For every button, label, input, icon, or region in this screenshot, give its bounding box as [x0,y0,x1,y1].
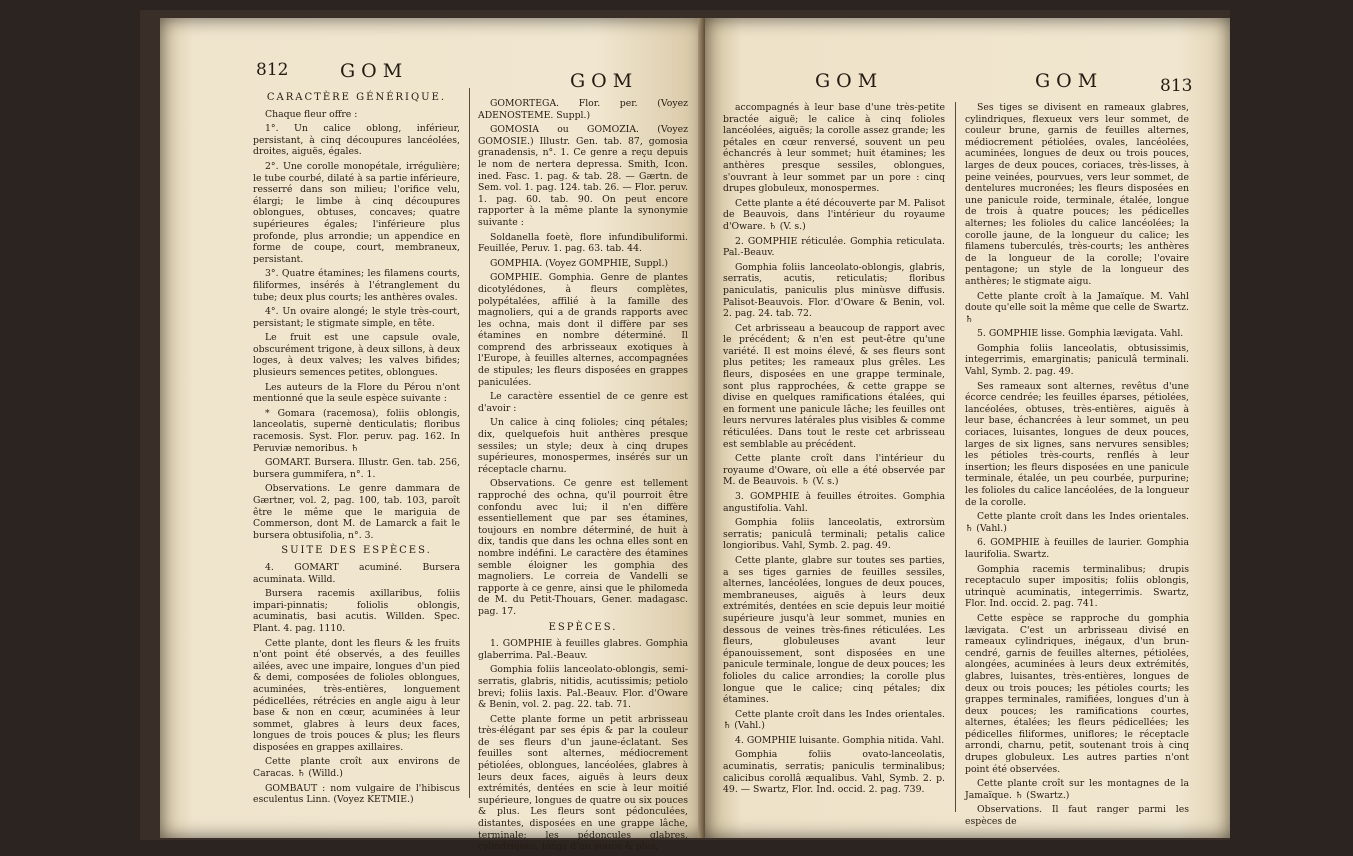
paragraph: Soldanella foetè, flore infundibuliformi. Feuillée, Peruv. 1. pag. 63. tab. 44. [478,231,688,255]
text-column [253,88,460,809]
paragraph: 6. GOMPHIE à feuilles de laurier. Gomphia laurifolia. Swartz. [965,537,1189,560]
paragraph: GOMBAUT : nom vulgaire de l'hibiscus esculentus Linn. (Voyez KETMIE.) [253,782,460,806]
paragraph: Cette plante croît sur les montagnes de la Jamaïque. ♄ (Swartz.) [965,778,1189,801]
paragraph: Les auteurs de la Flore du Pérou n'ont mentionné que la seule espèce suivante : [253,381,460,405]
column-rule [469,88,470,798]
section-heading: ESPÈCES. [548,621,618,633]
paragraph: Le fruit est une capsule ovale, obscurément trigone, à deux sillons, à deux loges, à deux valves; les valves bifides; plusieurs semences petites, oblongues. [253,332,460,379]
paragraph: 2°. Une corolle monopétale, irrégulière; le tube courbé, dilaté à sa partie inférieure, resserré dans son milieu; l'orifice velu, élargi; le limbe à cinq découpures oblongues, obtuses, concaves; quatre supérieures égales; l'inférieure plus profonde, plus arrondie; un appendice en forme de coupe, court, membraneux, persistant. [253,160,460,265]
paragraph: * Gomara (racemosa), foliis oblongis, lanceolatis, supernè denticulatis; floribus racemosis. Syst. Flor. peruv. pag. 162. In Peruviæ nemoribus. ♄ [253,407,460,454]
paragraph: 3°. Quatre étamines; les filamens courts, filiformes, insérés à l'étranglement du tube; deux plus courts; les anthères ovales. [253,268,460,303]
paragraph: GOMPHIA. (Voyez GOMPHIE, Suppl.) [490,257,669,269]
paragraph: Cette plante croît dans l'intérieur du royaume d'Oware, où elle a été observée par M. de Beauvois. ♄ (V. s.) [723,453,945,488]
paragraph: Ses tiges se divisent en rameaux glabres, cylindriques, flexueux vers leur sommet, de couleur brune, garnis de feuilles alternes, médiocrement pétiolées, ovales, lancéolées, acuminées, longues de deux ou trois pouces, larges de deux pouces, coriaces, très-lisses, à peine veinées, pourvues, vers leur sommet, de dentelures mucronées; les fleurs disposées en une panicule roide, terminale, étalée, longue de trois à quatre pouces; les pédicelles alternes; les folioles du calice lancéolées; la corolle jaune, de la longueur du calice; les filamens tuberculés, très-courts; les anthères de la longueur de la corolle; l'ovaire pentagone; un style de la longueur des anthères; le stigmate aigu. [965,102,1189,287]
text-column [478,98,688,856]
paragraph: 4. GOMART acuminé. Bursera acuminata. Willd. [253,561,460,585]
section-heading: SUITE DES ESPÈCES. [281,545,432,557]
page-number: 813 [1160,76,1193,96]
paragraph: Cette plante croît dans les Indes orientales. ♄ (Vahl.) [723,708,945,732]
paragraph: Le caractère essentiel de ce genre est d'avoir : [478,391,688,414]
paragraph: GOMART. Bursera. Illustr. Gen. tab. 256, bursera gummifera, n°. 1. [253,457,460,480]
left-page [160,18,705,853]
column-rule [955,102,956,812]
paragraph: Cette plante forme un petit arbrisseau très-élégant par ses épis & par la couleur de ses fleurs d'un jaune-éclatant. Ses feuilles sont alternes, médiocrement pétiolées, oblongues, lancéolées, glabres à leurs deux faces, aiguës à leurs deux extrémités, dentées en scie à leur moitié supérieure, longues de quatre ou six pouces & plus. Les fleurs sont pédonculées, distantes, disposées en une grappe lâche, terminale; les pédoncules glabres, cylindriques, longs d'un pouce & plus, [478,713,688,853]
paragraph: 1°. Un calice oblong, inférieur, persistant, à cinq découpures lancéolées, droites, aiguës, égales. [253,123,460,158]
paragraph: Cette plante croît dans les Indes orientales. ♄ (Vahl.) [965,511,1189,534]
running-head: GOM [1035,70,1104,92]
paragraph: Observations. Il faut ranger parmi les espèces de [965,804,1189,828]
paragraph: Un calice à cinq folioles; cinq pétales; dix, quelquefois huit anthères presque sessiles; un style; deux à cinq drupes supérieures, monospermes, insérés sur un réceptacle charnu. [478,417,688,475]
paragraph: accompagnés à leur base d'une très-petite bractée aiguë; le calice à cinq folioles lancéolées, aiguës; la corolle assez grande; les pétales en cœur renversé, souvent un peu échancrés à leur sommet; huit étamines; les anthères presque sessiles, oblongues, s'ouvrant à leur sommet par un pore : cinq drupes globuleux, monospermes. [723,102,945,195]
paragraph: Gomphia racemis terminalibus; drupis receptaculo super impositis; foliis oblongis, utrinquè acuminatis, integerrimis. Swartz, Flor. Ind. occid. 2. pag. 741. [965,563,1189,610]
running-head: GOM [570,70,639,92]
page-number: 812 [256,60,289,80]
paragraph: Gomphia foliis lanceolato-oblongis, semi-serratis, glabris, nitidis, acutissimis; petiolo brevi; foliis laxis. Pal.-Beauv. Flor. d'Oware & Benin, vol. 2. pag. 22. tab. 71. [478,664,688,711]
paragraph: Gomphia foliis lanceolatis, obtusissimis, integerrimis, emarginatis; paniculâ terminali. Vahl, Symb. 2. pag. 49. [965,342,1189,378]
paragraph: 4. GOMPHIE luisante. Gomphia nitida. Vahl. [735,734,945,746]
paragraph: Chaque fleur offre : [265,108,358,120]
paragraph: Gomphia foliis lanceolato-oblongis, glabris, serratis, acutis, reticulatis; floribus paniculatis, paniculis plus minùsve diffusis. Palisot-Beauvois. Flor. d'Oware & Benin, vol. 2. pag. 24. tab. 72. [723,261,945,320]
running-head: GOM [340,60,409,82]
paragraph: Cet arbrisseau a beaucoup de rapport avec le précédent; & n'en est peut-être qu'une variété. Il est moins élevé, & ses fleurs sont plus petites; les rameaux plus grêles. Les fleurs, disposées en une grappe terminale, sont plus rapprochées, & cette grappe se divise en quelques ramifications étalées, qui en forment une panicule lâche; les feuilles ont leurs nervures latérales plus visibles & comme réticulées. Dans tout le reste cet arbrisseau est semblable au précédent. [723,322,945,450]
paragraph: Bursera racemis axillaribus, foliis impari-pinnatis; foliolis oblongis, acuminatis, basi acutis. Willden. Spec. Plant. 4. pag. 1110. [253,588,460,634]
paragraph: Cette plante, glabre sur toutes ses parties, a ses tiges garnies de feuilles sessiles, alternes, lancéolées, longues de deux pouces, membraneuses, aiguës à leurs deux extrémités, dentées en scie depuis leur moitié supérieure jusqu'à leur sommet, munies en dessous de veines très-fines réticulées. Les fleurs, globuleuses avant leur épanouissement, sont disposées en une panicule terminale, longue de deux pouces; les folioles du calice arrondies; la corolle plus longue que le calice; cinq pétales; dix étamines. [723,554,945,706]
paragraph: Gomphia foliis ovato-lanceolatis, acuminatis, serratis; paniculis terminalibus; calicibus corollâ æqualibus. Vahl, Symb. 2. p. 49. — Swartz, Flor. Ind. occid. 2. pag. 739. [723,749,945,796]
paragraph: 3. GOMPHIE à feuilles étroites. Gomphia angustifolia. Vahl. [723,491,945,514]
paragraph: Cette plante croît à la Jamaïque. M. Vahl doute qu'elle soit la même que celle de Swartz. ♄ [965,290,1189,325]
paragraph: Cette plante a été découverte par M. Palisot de Beauvois, dans l'intérieur du royaume d'Oware. ♄ (V. s.) [723,197,945,232]
paragraph: 1. GOMPHIE à feuilles glabres. Gomphia glaberrima. Pal.-Beauv. [478,638,688,661]
right-page [705,18,1230,838]
paragraph: Observations. Le genre dammara de Gærtner, vol. 2, pag. 100, tab. 103, paroît être le même que le mariguia de Commerson, dont M. de Lamarck a fait le bursera obtusifolia, n°. 3. [253,483,460,541]
paragraph: GOMPHIE. Gomphia. Genre de plantes dicotylédones, à fleurs complètes, polypétalées, affilié à la famille des magnoliers, qui a de grands rapports avec les ochna, mais dont il diffère par ses étamines en nombre déterminé. Il comprend des arbrisseaux exotiques à l'Europe, à feuilles alternes, accompagnées de stipules; les fleurs disposées en grappes paniculées. [478,272,688,388]
text-column [965,102,1189,831]
paragraph: GOMOSIA ou GOMOZIA. (Voyez GOMOSIE.) Illustr. Gen. tab. 87, gomosia granadensis, n°. 1. Ce genre a reçu depuis le nom de nertera depressa. Smith, Icon. ined. Fasc. 1. pag. & tab. 28. — Gærtn. de Sem. vol. 1. pag. 124. tab. 26. — Flor. peruv. 1. pag. 60. tab. 90. On peut encore rapporter à la même plante la synonymie suivante : [478,124,688,228]
paragraph: Cette plante croît aux environs de Caracas. ♄ (Willd.) [253,756,460,780]
running-head: GOM [815,70,884,92]
text-column [723,102,945,799]
paragraph: Cette plante, dont les fleurs & les fruits n'ont point été observés, a des feuilles ailées, avec une impaire, longues d'un pied & demi, composées de folioles oblongues, acuminées, très-entières, longuement pédicellées, rétrécies en angle aigu à leur base & non en cœur, acuminées à leur sommet, glabres à leurs deux faces, longues de trois pouces & plus; les fleurs disposées en grappes axillaires. [253,637,460,753]
paragraph: Cette espèce se rapproche du gomphia lævigata. C'est un arbrisseau divisé en rameaux cylindriques, inégaux, d'un brun-cendré, garnis de feuilles alternes, pétiolées, alongées, acuminées à leurs deux extrémités, glabres, luisantes, très-entières, longues de deux ou trois pouces; les pétioles courts; les grappes terminales, ramifiées, longues d'un à deux pouces; les ramifications courtes, alternes, étalées; les fleurs pédicellées; les pédicelles filiformes, uniflores; le réceptacle arrondi, charnu, petit, soutenant trois à cinq drupes globuleux. Les autres parties n'ont point été observées. [965,612,1189,775]
paragraph: 5. GOMPHIE lisse. Gomphia lævigata. Vahl. [977,328,1184,340]
section-heading: CARACTÈRE GÉNÉRIQUE. [266,92,447,103]
paragraph: GOMORTEGA. Flor. per. (Voyez ADENOSTEME. Suppl.) [478,98,688,121]
paragraph: 4°. Un ovaire alongé; le style très-court, persistant; le stigmate simple, en tête. [253,306,460,329]
paragraph: Ses rameaux sont alternes, revêtus d'une écorce cendrée; les feuilles éparses, pétiolées, lancéolées, obtuses, très-entières, aiguës à leur base, échancrées à leur sommet, un peu coriaces, luisantes, longues de deux pouces, larges de six lignes, sans nervures sensibles; les pétioles très-courts, renflés à leur insertion; les fleurs disposées en une panicule terminale, étalée, un peu courbée, purpurine; les folioles du calice lancéolées, de la longueur de la corolle. [965,380,1189,508]
paragraph: 2. GOMPHIE réticulée. Gomphia reticulata. Pal.-Beauv. [723,235,945,259]
paragraph: Observations. Ce genre est tellement rapproché des ochna, qu'il pourroit être confondu avec lui; il n'en diffère essentiellement que par ses étamines, toujours en nombre déterminé, de huit à dix, tandis que dans les ochna elles sont en nombre indéfini. Le caractère des étamines semble éloigner les gomphia des magnoliers. Le correia de Vandelli se rapporte à ce genre, ainsi que le philomeda de M. du Petit-Thouars, Gener. madagasc. pag. 17. [478,478,688,617]
paragraph: Gomphia foliis lanceolatis, extrorsùm serratis; paniculâ terminali; petalis calice longioribus. Vahl, Symb. 2. pag. 49. [723,517,945,552]
